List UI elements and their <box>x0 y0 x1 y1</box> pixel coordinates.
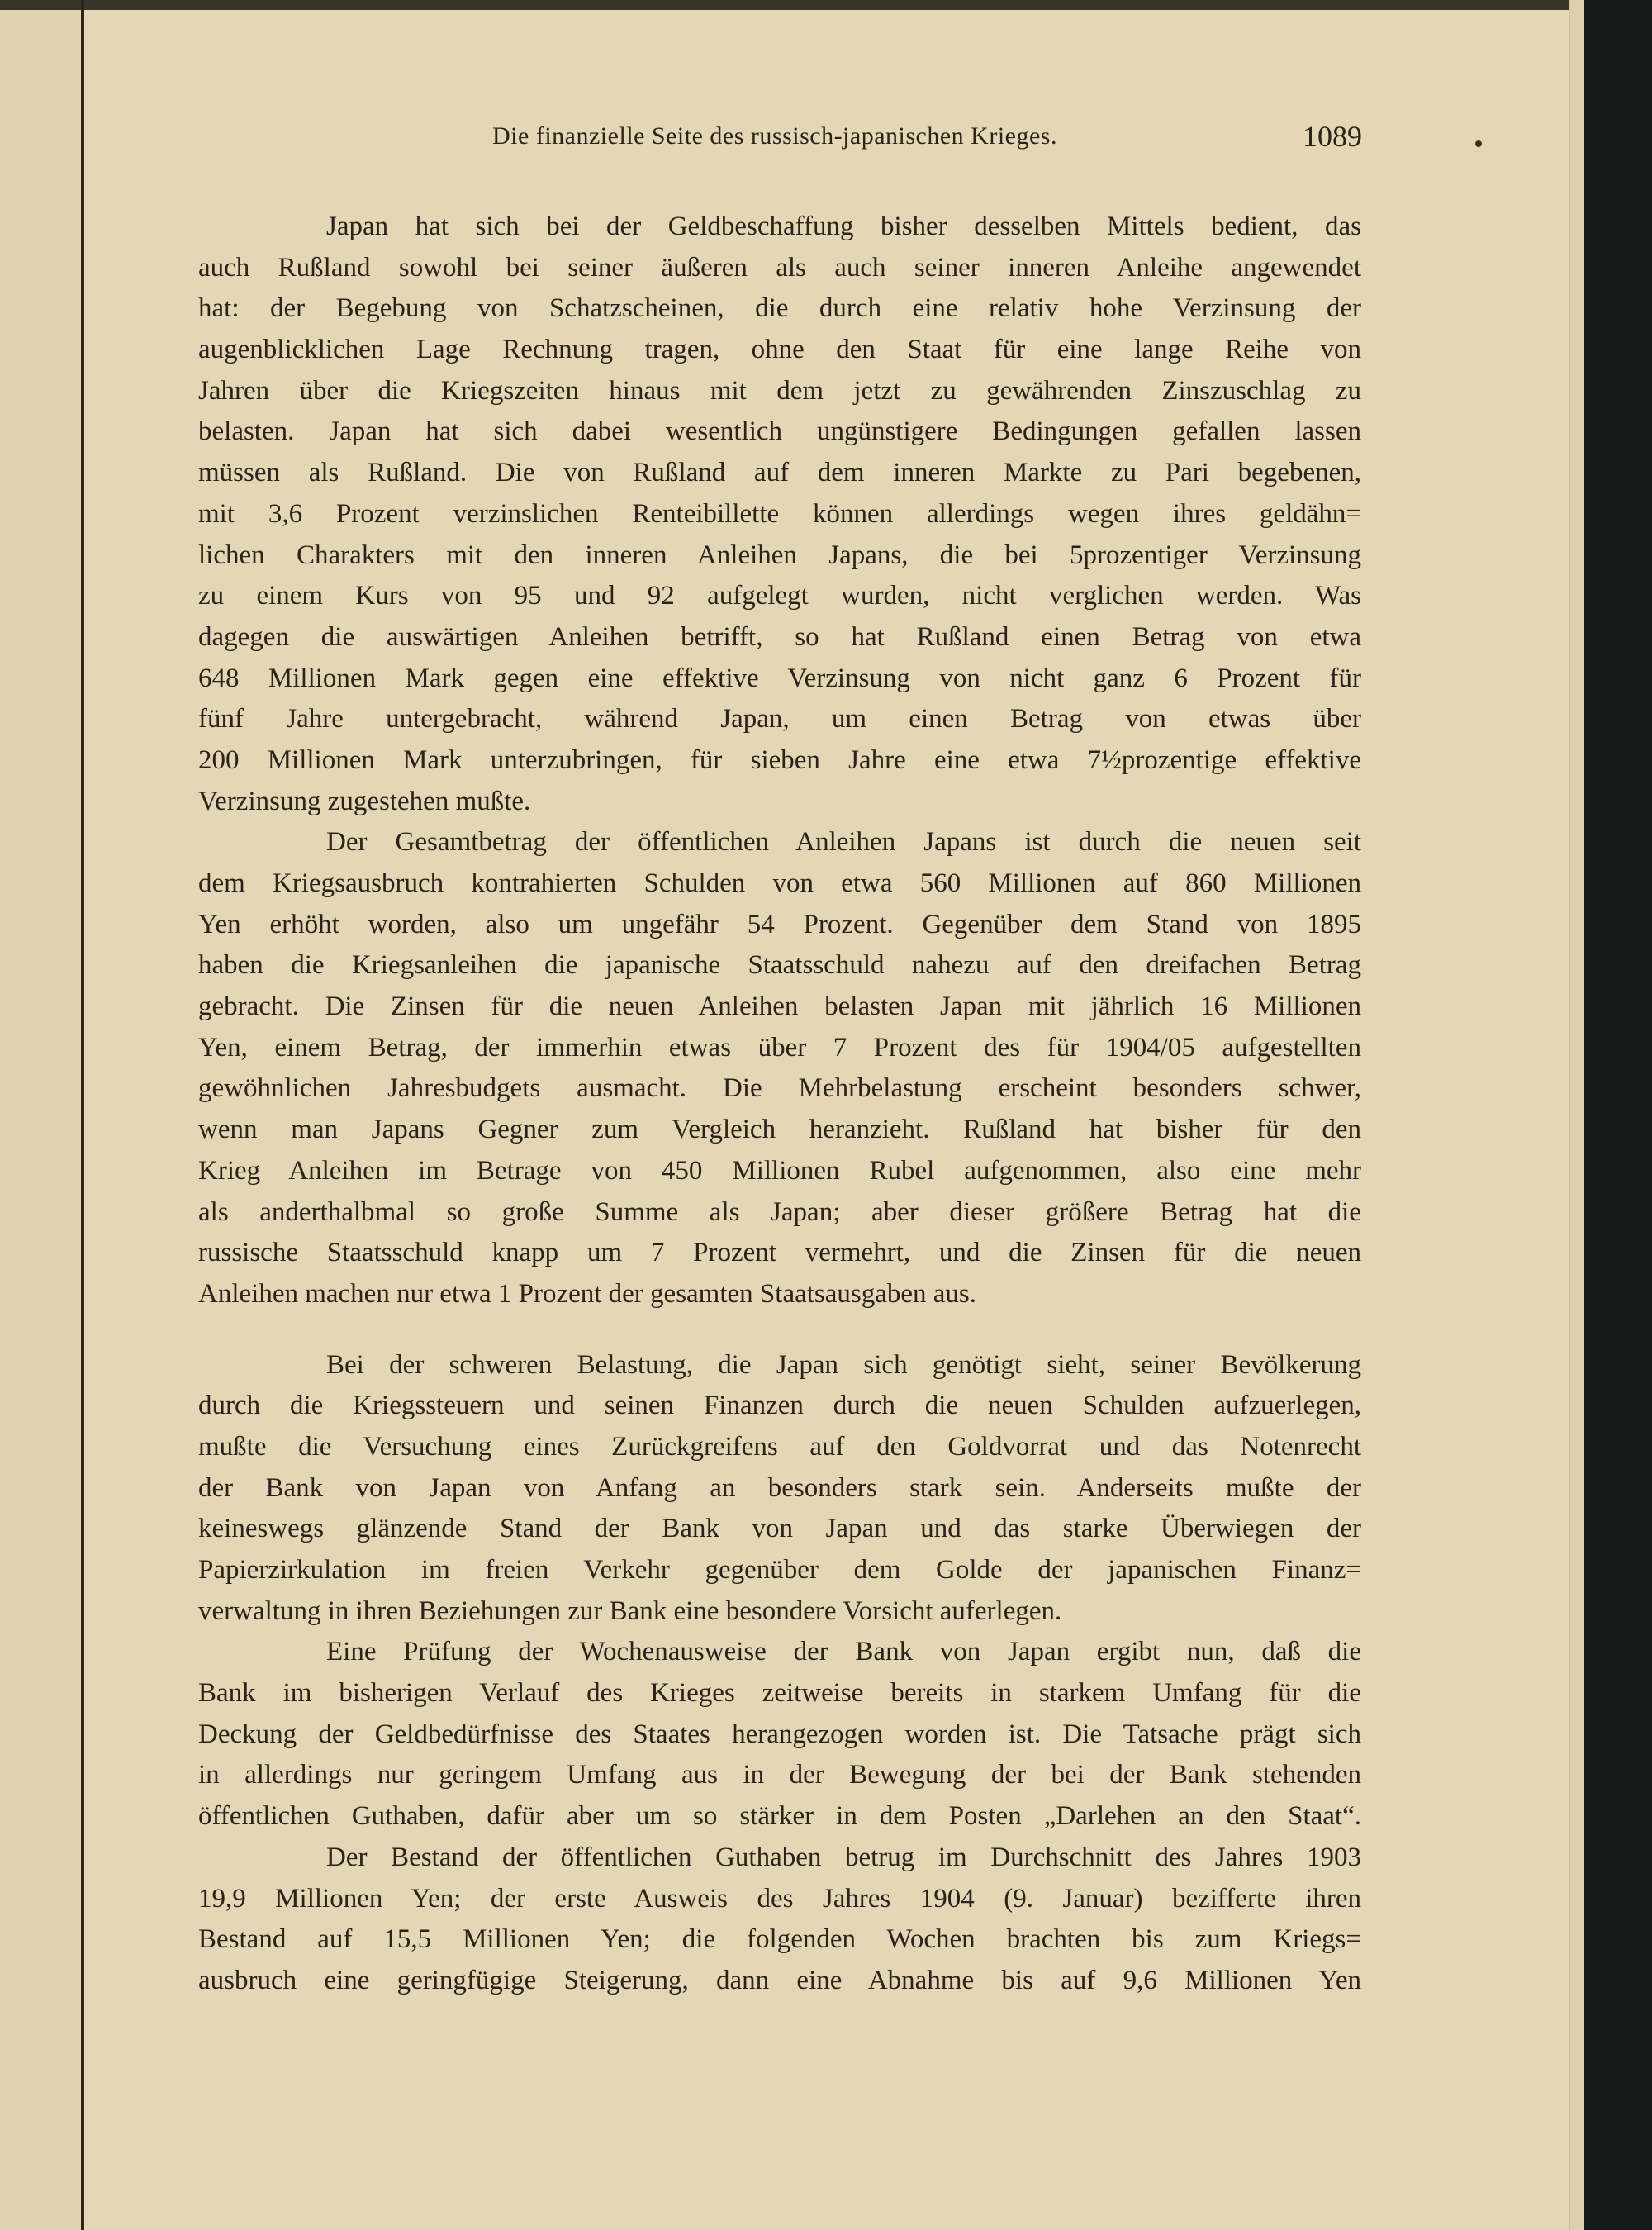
text-line: Yen, einem Betrag, der immerhin etwas über 7 Prozent des für 1904/05 aufgestellten <box>198 1032 1361 1063</box>
text-line: haben die Kriegsanleihen die japanische Staatsschuld nahezu auf den dreifachen Betrag <box>198 950 1361 981</box>
text-line: 200 Millionen Mark unterzubringen, für sieben Jahre eine etwa 7½prozentige effektive <box>198 744 1361 775</box>
text-line: mit 3,6 Prozent verzinslichen Renteibillette können allerdings wegen ihres geldähn= <box>198 498 1361 529</box>
text-line: gebracht. Die Zinsen für die neuen Anleihen belasten Japan mit jährlich 16 Millionen <box>198 991 1361 1022</box>
text-line: augenblicklichen Lage Rechnung tragen, ohne den Staat für eine lange Reihe von <box>198 335 1361 365</box>
text-line: 19,9 Millionen Yen; der erste Ausweis des Jahres 1904 (9. Januar) bezifferte ihren <box>198 1883 1361 1914</box>
text-line: Krieg Anleihen im Betrage von 450 Millionen Rubel aufgenommen, also eine mehr <box>198 1155 1361 1186</box>
text-line: ausbruch eine geringfügige Steigerung, dann eine Abnahme bis auf 9,6 Millionen Yen <box>198 1965 1361 1995</box>
paragraph <box>198 1838 1361 2002</box>
text-line: belasten. Japan hat sich dabei wesentlich ungünstigere Bedingungen gefallen lassen <box>198 416 1361 447</box>
text-line: lichen Charakters mit den inneren Anleihen Japans, die bei 5prozentiger Verzinsung <box>198 540 1361 570</box>
text-line: der Bank von Japan von Anfang an besonders stark sein. Anderseits mußte der <box>198 1472 1361 1503</box>
paragraph <box>198 1345 1361 1633</box>
text-line: Japan hat sich bei der Geldbeschaffung bisher desselben Mittels bedient, das <box>326 212 1361 241</box>
page-edge <box>1569 0 1585 2230</box>
text-line: verwaltung in ihren Beziehungen zur Bank eine besondere Vorsicht auferlegen. <box>198 1595 1062 1626</box>
text-line: Jahren über die Kriegszeiten hinaus mit dem jetzt zu gewährenden Zinszuschlag zu <box>198 375 1361 406</box>
text-line: öffentlichen Guthaben, dafür aber um so stärker in dem Posten „Darlehen an den Staat“. <box>198 1801 1361 1832</box>
text-line: mußte die Versuchung eines Zurückgreifens auf den Goldvorrat und das Notenrecht <box>198 1431 1361 1462</box>
text-line: Bei der schweren Belastung, die Japan sich genötigt sieht, seiner Bevölkerung <box>326 1349 1361 1380</box>
ink-speck <box>1475 140 1482 147</box>
text-line: Eine Prüfung der Wochenausweise der Bank von Japan ergibt nun, daß die <box>326 1637 1361 1667</box>
text-line: müssen als Rußland. Die von Rußland auf dem inneren Markte zu Pari begebenen, <box>198 458 1361 488</box>
paragraph <box>198 207 1361 822</box>
text-line: fünf Jahre untergebracht, während Japan, um einen Betrag von etwas über <box>198 704 1361 735</box>
text-line: durch die Kriegssteuern und seinen Finanzen durch die neuen Schulden aufzuerlegen, <box>198 1391 1361 1421</box>
text-line: in allerdings nur geringem Umfang aus in der Bewegung der bei der Bank stehenden <box>198 1760 1361 1790</box>
text-line: Verzinsung zugestehen mußte. <box>198 786 531 816</box>
paragraph <box>198 1632 1361 1837</box>
text-line: Der Gesamtbetrag der öffentlichen Anleihen Japans ist durch die neuen seit <box>326 827 1361 858</box>
text-line: Anleihen machen nur etwa 1 Prozent der gesamten Staatsausgaben aus. <box>198 1278 977 1309</box>
text-line: Papierzirkulation im freien Verkehr gegenüber dem Golde der japanischen Finanz= <box>198 1555 1361 1585</box>
text-line: zu einem Kurs von 95 und 92 aufgelegt wurden, nicht verglichen werden. Was <box>198 581 1361 611</box>
text-line: Bestand auf 15,5 Millionen Yen; die folgenden Wochen brachten bis zum Kriegs= <box>198 1924 1361 1955</box>
scan-background <box>1584 0 1652 2230</box>
book-gutter <box>81 0 84 2230</box>
text-line: keineswegs glänzende Stand der Bank von Japan und das starke Überwiegen der <box>198 1514 1361 1544</box>
paragraph <box>198 822 1361 1315</box>
text-line: wenn man Japans Gegner zum Vergleich heranzieht. Rußland hat bisher für den <box>198 1115 1361 1145</box>
page-number: 1089 <box>1303 120 1362 153</box>
running-head: Die finanzielle Seite des russisch-japanischen Krieges. <box>492 122 1057 150</box>
body-text <box>198 207 1361 2002</box>
text-line: Deckung der Geldbedürfnisse des Staates herangezogen worden ist. Die Tatsache prägt sich <box>198 1719 1361 1749</box>
text-line: russische Staatsschuld knapp um 7 Prozent vermehrt, und die Zinsen für die neuen <box>198 1238 1361 1268</box>
text-line: Yen erhöht worden, also um ungefähr 54 Prozent. Gegenüber dem Stand von 1895 <box>198 909 1361 939</box>
text-line: gewöhnlichen Jahresbudgets ausmacht. Die Mehrbelastung erscheint besonders schwer, <box>198 1073 1361 1104</box>
facing-page-edge <box>0 10 81 2230</box>
text-line: auch Rußland sowohl bei seiner äußeren als auch seiner inneren Anleihe angewendet <box>198 252 1361 283</box>
text-line: hat: der Begebung von Schatzscheinen, die durch eine relativ hohe Verzinsung der <box>198 293 1361 324</box>
text-line: als anderthalbmal so große Summe als Japan; aber dieser größere Betrag hat die <box>198 1196 1361 1227</box>
text-line: Bank im bisherigen Verlauf des Krieges zeitweise bereits in starkem Umfang für die <box>198 1678 1361 1709</box>
scan-top-edge <box>0 0 1652 10</box>
text-line: 648 Millionen Mark gegen eine effektive Verzinsung von nicht ganz 6 Prozent für <box>198 663 1361 693</box>
text-line: Der Bestand der öffentlichen Guthaben betrug im Durchschnitt des Jahres 1903 <box>326 1842 1361 1872</box>
text-line: dagegen die auswärtigen Anleihen betrifft, so hat Rußland einen Betrag von etwa <box>198 621 1361 652</box>
text-line: dem Kriegsausbruch kontrahierten Schulden von etwa 560 Millionen auf 860 Millionen <box>198 868 1361 898</box>
